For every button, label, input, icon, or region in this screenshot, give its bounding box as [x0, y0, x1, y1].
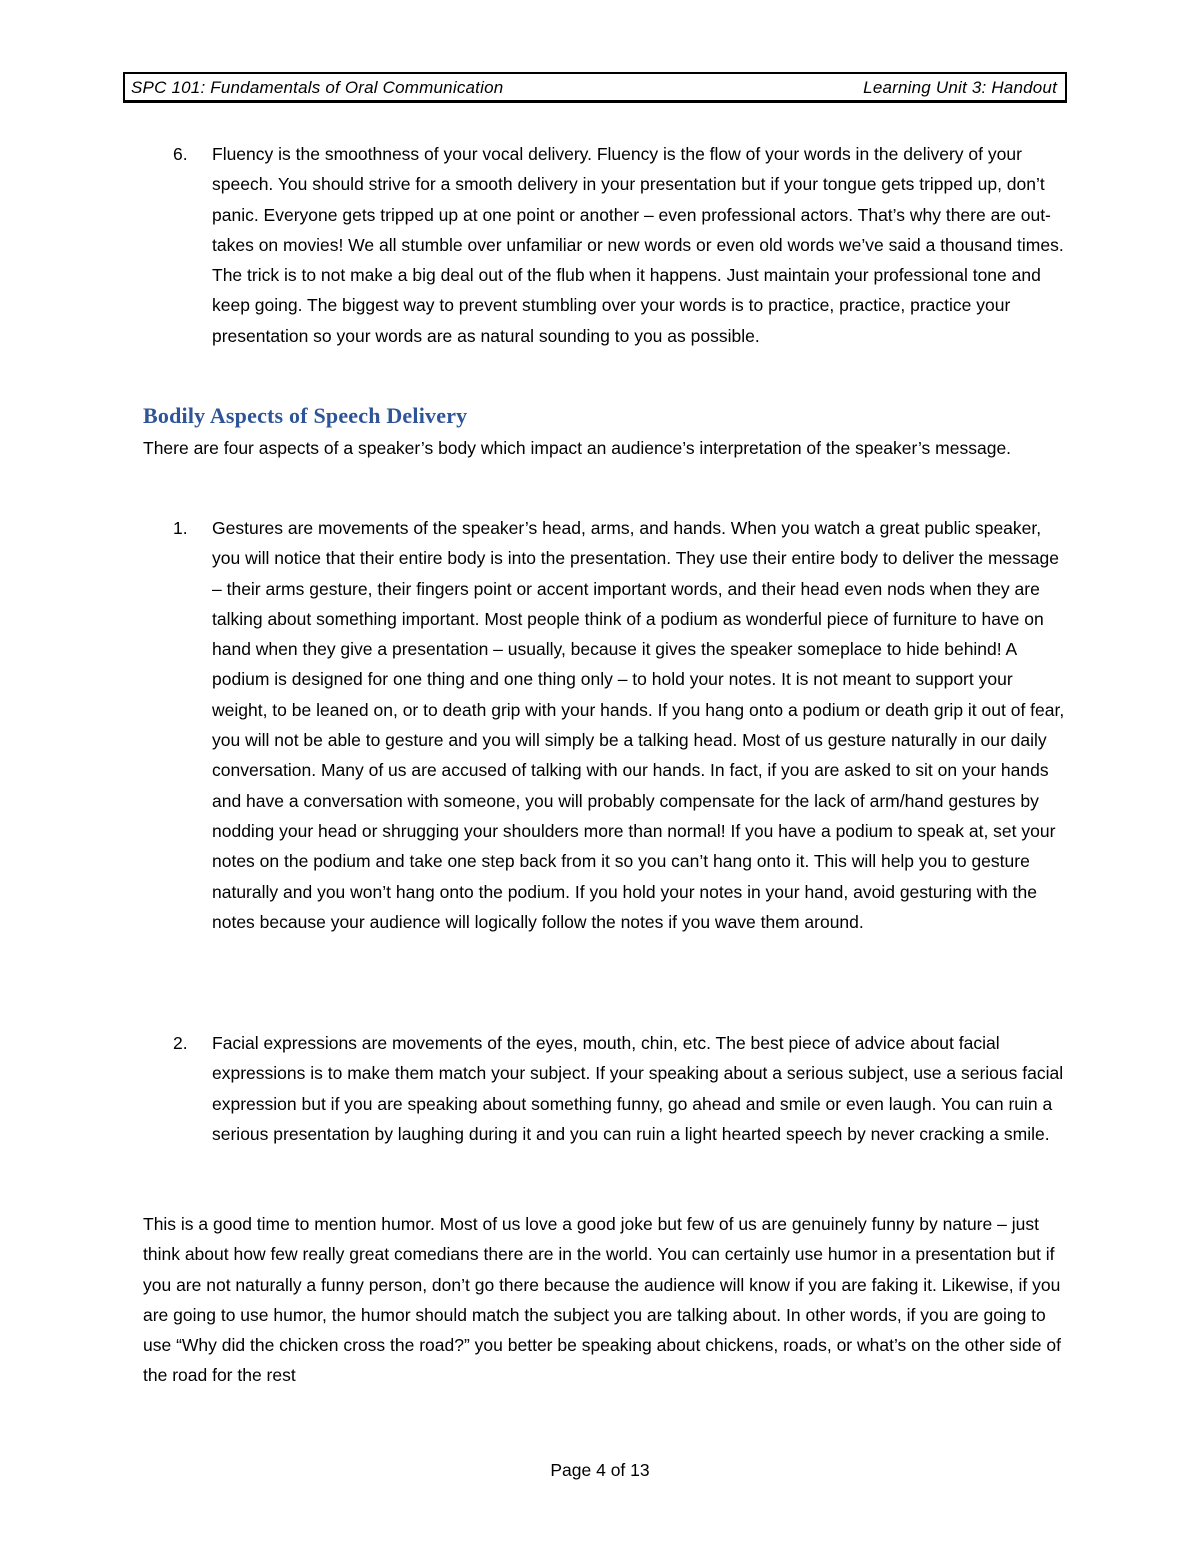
list-number: 1. — [173, 518, 188, 538]
header-unit-title: Learning Unit 3: Handout — [863, 77, 1057, 97]
list-number: 6. — [173, 144, 188, 164]
header-course-title: SPC 101: Fundamentals of Oral Communication — [131, 77, 504, 97]
section-intro: There are four aspects of a speaker’s body which impact an audience’s interpretation of the speaker’s message. — [143, 438, 1012, 458]
running-header — [123, 72, 1067, 103]
section-heading: Bodily Aspects of Speech Delivery — [143, 403, 468, 428]
page-number: Page 4 of 13 — [550, 1460, 650, 1480]
humor-paragraph: This is a good time to mention humor. Most of us love a good joke but few of us are genuinely funny by nature – just think about how few really great comedians there are in the world. You can certainly use humor in a presentation but if you are not naturally a funny person, don’t go there because the audience will know if you are faking it. Likewise, if you are going to use humor, the humor should match the subject you are talking about. In other words, if you are going to use “Why did the chicken cross the road?” you better be speaking about chickens, roads, or what’s on the other side of the road for the rest — [143, 1214, 1061, 1386]
list-number: 2. — [173, 1033, 188, 1053]
fluency-paragraph: Fluency is the smoothness of your vocal delivery. Fluency is the flow of your words in the delivery of your speech. You should strive for a smooth delivery in your presentation but if your tongue gets tripped up, don’t panic. Everyone gets tripped up at one point or another – even professional actors. That’s why there are out-takes on movies! We all stumble over unfamiliar or new words or even old words we’ve said a thousand times. The trick is to not make a big deal out of the flub when it happens. Just maintain your professional tone and keep going. The biggest way to prevent stumbling over your words is to practice, practice, practice your presentation so your words are as natural sounding to you as possible. — [212, 144, 1064, 346]
facial-expressions-paragraph: Facial expressions are movements of the eyes, mouth, chin, etc. The best piece of advice about facial expressions is to make them match your subject. If your speaking about a serious subject, use a serious facial expression but if you are speaking about something funny, go ahead and smile or even laugh. You can ruin a serious presentation by laughing during it and you can ruin a light hearted speech by never cracking a smile. — [212, 1033, 1064, 1144]
gestures-paragraph: Gestures are movements of the speaker’s head, arms, and hands. When you watch a great public speaker, you will notice that their entire body is into the presentation. They use their entire body to deliver the message – their arms gesture, their fingers point or accent important words, and their head even nods when they are talking about something important. Most people think of a podium as wonderful piece of furniture to have on hand when they give a presentation – usually, because it gives the speaker someplace to hide behind! A podium is designed for one thing and one thing only – to hold your notes. It is not meant to support your weight, to be leaned on, or to death grip with your hands. If you hang onto a podium or death grip it out of fear, you will not be able to gesture and you will simply be a talking head. Most of us gesture naturally in our daily conversation. Many of us are accused of talking with our hands. In fact, if you are asked to sit on your hands and have a conversation with someone, you will probably compensate for the lack of arm/hand gestures by nodding your head or shrugging your shoulders more than normal! If you have a podium to speak at, set your notes on the podium and take one step back from it so you can’t hang onto it. This will help you to gesture naturally and you won’t hang onto the podium. If you hold your notes in your hand, avoid gesturing with the notes because your audience will logically follow the notes if you wave them around. — [212, 518, 1065, 932]
